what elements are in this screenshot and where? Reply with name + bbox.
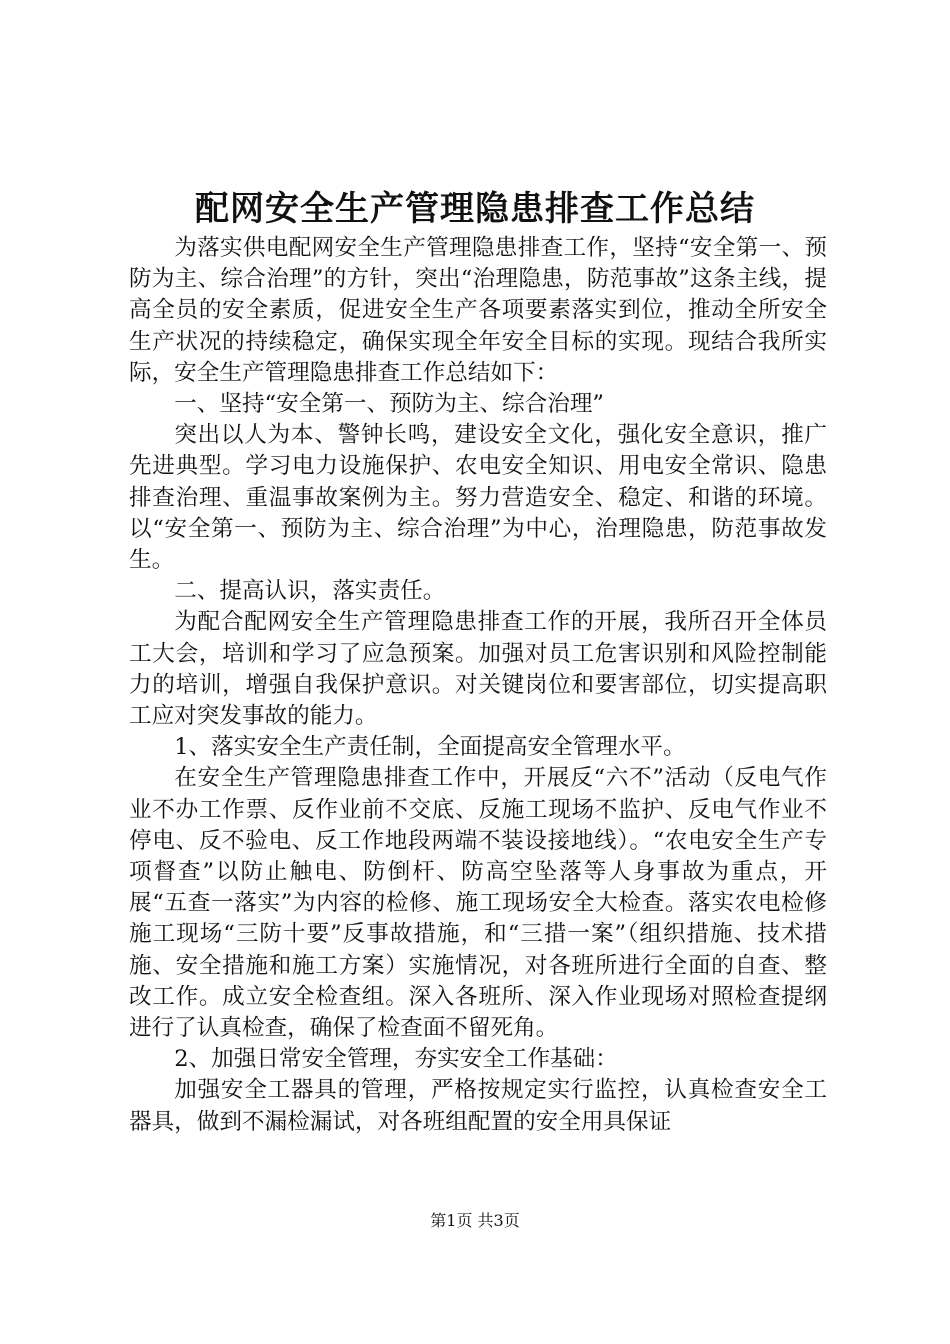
paragraph-section-2: 为配合配网安全生产管理隐患排查工作的开展，我所召开全体员工大会，培训和学习了应急预案。加强对员工危害识别和风险控制能力的培训，增强自我保护意识。对关键岗位和要害部位，切实提高职工应对突发事故的能力。 (129, 609, 827, 730)
section-heading-1: 一、坚持“安全第一、预防为主、综合治理” (174, 391, 604, 418)
paragraph-intro: 为落实供电配网安全生产管理隐患排查工作，坚持“安全第一、预防为主、综合治理”的方针，突出“治理隐患，防范事故”这条主线，提高全员的安全素质，促进安全生产各项要素落实到位，推动全所安全生产状况的持续稳定，确保实现全年安全目标的实现。现结合我所实际，安全生产管理隐患排查工作总结如下： (129, 235, 827, 386)
section-heading-2: 二、提高认识，落实责任。 (174, 578, 446, 605)
paragraph-subsection-1: 在安全生产管理隐患排查工作中，开展反“六不”活动（反电气作业不办工作票、反作业前不交底、反施工现场不监护、反电气作业不停电、反不验电、反工作地段两端不装设接地线）。“农电安全生产专项督查”以防止触电、防倒杆、防高空坠落等人身事故为重点，开展“五查一落实”为内容的检修、施工现场安全大检查。落实农电检修施工现场“三防十要”反事故措施，和“三措一案”（组织措施、技术措施、安全措施和施工方案）实施情况，对各班所进行全面的自查、整改工作。成立安全检查组。深入各班所、深入作业现场对照检查提纲进行了认真检查，确保了检查面不留死角。 (129, 765, 827, 1042)
document-body (129, 233, 827, 1138)
document-title: 配网安全生产管理隐患排查工作总结 (195, 189, 755, 229)
paragraph-section-1: 突出以人为本、警钟长鸣，建设安全文化，强化安全意识，推广先进典型。学习电力设施保护、农电安全知识、用电安全常识、隐患排查治理、重温事故案例为主。努力营造安全、稳定、和谐的环境。以“安全第一、预防为主、综合治理”为中心，治理隐患，防范事故发生。 (129, 422, 827, 574)
paragraph-subsection-2: 加强安全工器具的管理，严格按规定实行监控，认真检查安全工器具，做到不漏检漏试，对各班组配置的安全用具保证 (129, 1077, 827, 1135)
subsection-heading-1: 1、落实安全生产责任制，全面提高安全管理水平。 (174, 734, 686, 761)
page-footer: 第1页 共3页 (430, 1211, 520, 1230)
subsection-heading-2: 2、加强日常安全管理，夯实安全工作基础： (174, 1046, 618, 1073)
